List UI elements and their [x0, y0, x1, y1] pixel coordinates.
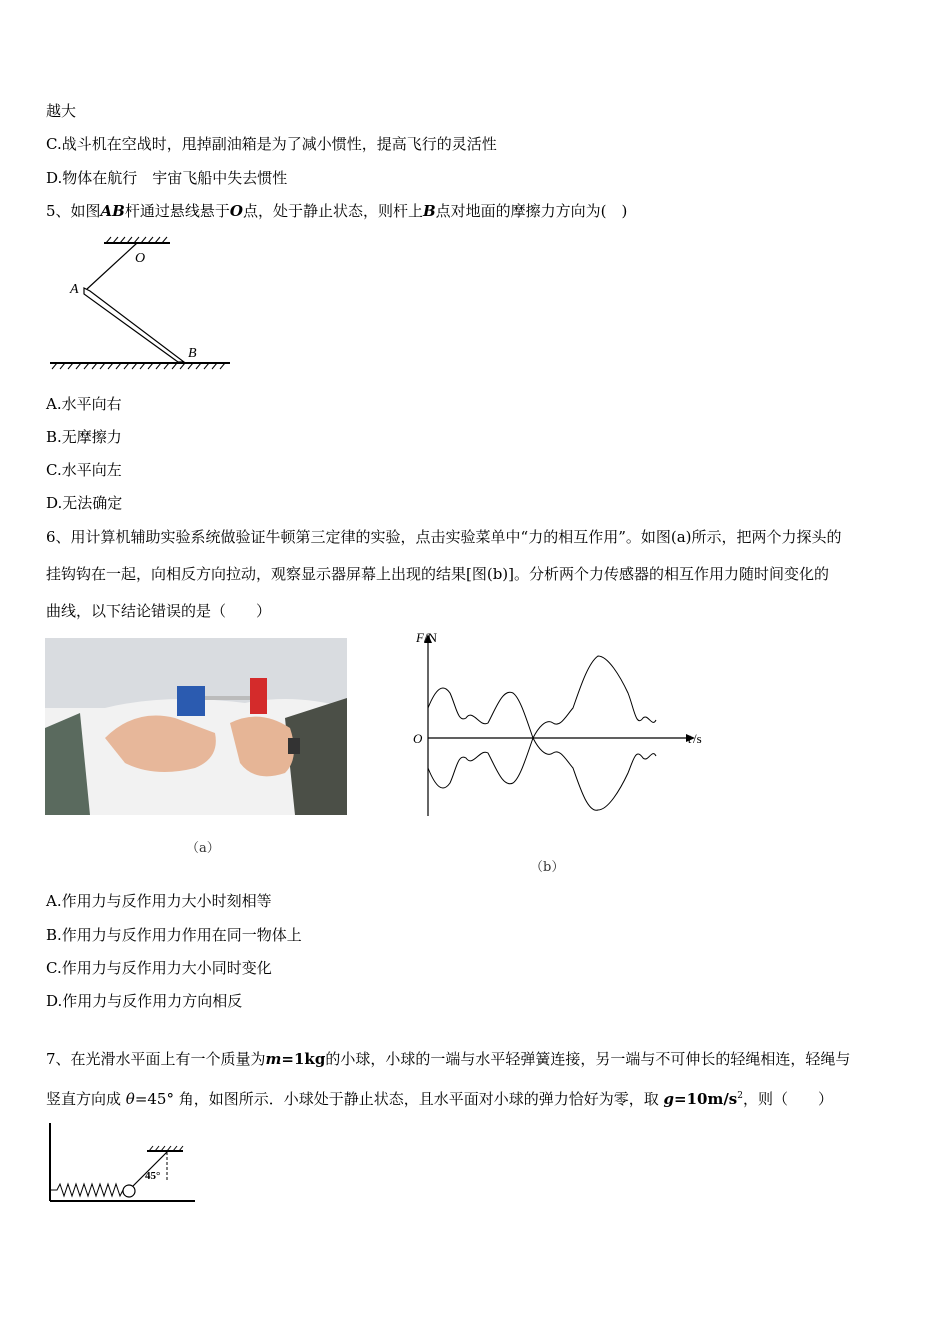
label-a: A	[70, 282, 79, 297]
option-6d: D.作用力与反作用力方向相反	[46, 992, 243, 1010]
x-axis-label-t: t	[688, 731, 692, 746]
text-line-3: D.物体在航行 宇宙飞船中失去惯性	[46, 169, 288, 187]
angle-label: 45°	[145, 1170, 161, 1182]
option-5d: D.无法确定	[46, 494, 123, 512]
caption-b: （b）	[530, 860, 565, 875]
origin-label: O	[413, 731, 423, 746]
text-line-2: C.战斗机在空战时，甩掉副油箱是为了减小惯性，提高飞行的灵活性	[46, 135, 497, 153]
y-axis-label-f: F	[416, 630, 424, 645]
figure-6a-photo	[45, 638, 347, 815]
figure-6b-graph	[408, 628, 720, 820]
option-5a: A.水平向右	[46, 395, 122, 413]
option-5c: C.水平向左	[46, 461, 122, 479]
figure-5-rod	[46, 234, 236, 374]
caption-a: （a）	[186, 841, 220, 856]
label-o: O	[135, 251, 146, 266]
label-b: B	[188, 346, 197, 361]
question-5: 5、如图AB杆通过悬线悬于O点，处于静止状态，则杆上B点对地面的摩擦力方向为( )	[46, 202, 628, 220]
option-6c: C.作用力与反作用力大小同时变化	[46, 959, 272, 977]
question-6-line-2: 挂钩钩在一起，向相反方向拉动，观察显示器屏幕上出现的结果[图(b)]。分析两个力传感器的相互作用力随时间变化的	[46, 565, 830, 583]
option-6a: A.作用力与反作用力大小时刻相等	[46, 892, 272, 910]
option-5b: B.无摩擦力	[46, 428, 122, 446]
text-line-1: 越大	[46, 102, 77, 120]
y-axis-label-unit: /N	[424, 630, 437, 645]
question-6-line-1: 6、用计算机辅助实验系统做验证牛顿第三定律的实验，点击实验菜单中“力的相互作用”。如图(a)所示，把两个力探头的	[46, 528, 842, 546]
option-6b: B.作用力与反作用力作用在同一物体上	[46, 926, 302, 944]
figure-7-spring-ball	[45, 1118, 200, 1208]
question-6-line-3: 曲线，以下结论错误的是（ ）	[46, 602, 272, 620]
question-7-line-2: 竖直方向成 θ=45° 角，如图所示．小球处于静止状态，且水平面对小球的弹力恰好为零，取 $g=10m/s^2$，则（ ）	[46, 1090, 834, 1108]
question-7-line-1: 7、在光滑水平面上有一个质量为m=1kg的小球，小球的一端与水平轻弹簧连接，另一端与不可伸长的轻绳相连，轻绳与	[46, 1050, 851, 1068]
x-axis-label-unit: /s	[693, 731, 702, 746]
